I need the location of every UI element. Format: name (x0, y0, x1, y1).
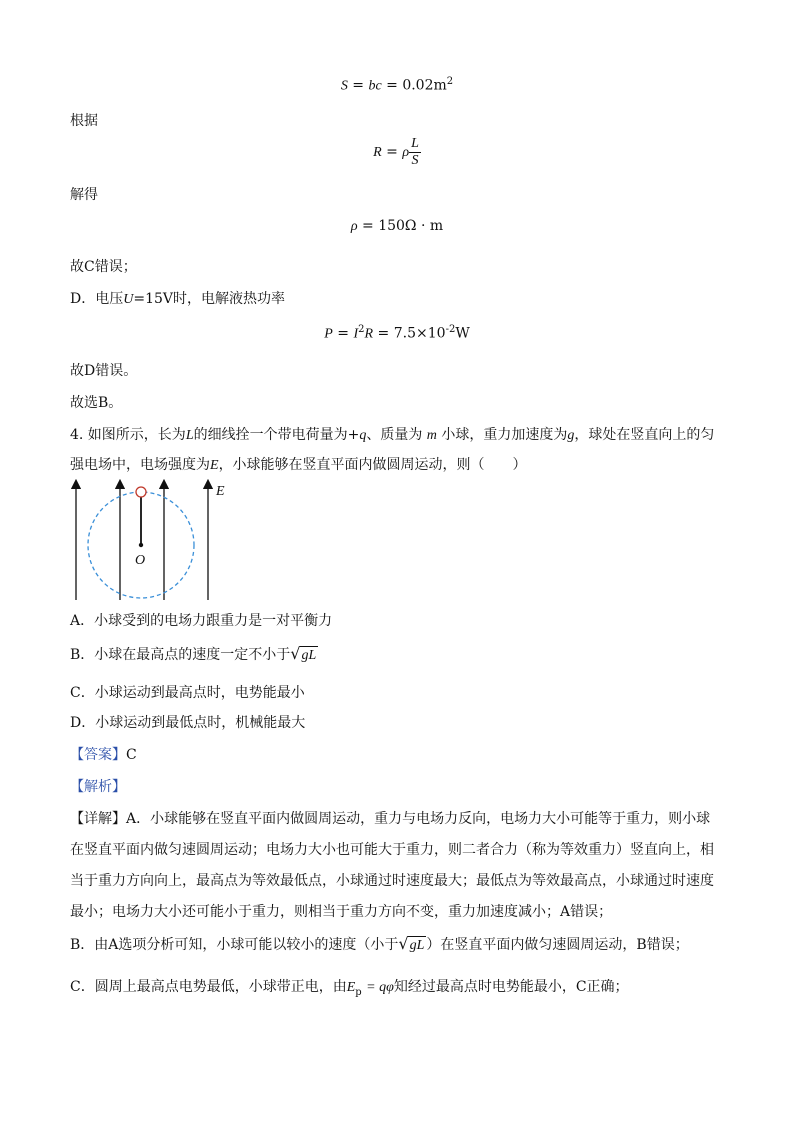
detail-c-prefix: C．圆周上最高点电势最低，小球带正电，由 (70, 979, 347, 995)
q-var-m: m (426, 428, 437, 443)
detail-c-suffix: 知经过最高点时电势能最小，C正确； (393, 979, 629, 995)
analysis-line (70, 776, 126, 796)
choose-b-line: 故选B。 (70, 395, 123, 411)
eq-power-r: R (364, 326, 374, 342)
detail-line-2: 在竖直平面内做匀速圆周运动；电场力大小也可能大于重力，则二者合力（称为等效重力）竖直向上，相 (70, 842, 714, 858)
eq-rho-rhs: 150Ω · m (378, 218, 444, 234)
eq-area-lhs: S (340, 78, 348, 94)
equation-power: $P = I^2R = 7.5\times 10^{-2}W$ (324, 324, 470, 342)
detail-line-b (70, 934, 689, 954)
eq-area-mid: bc (368, 78, 382, 94)
eq-resist-num: L (411, 136, 419, 151)
detail-l1: A．小球能够在竖直平面内做圆周运动，重力与电场力反向，电场力大小可能等于重力，则小球 (126, 811, 711, 827)
d-voltage-line (70, 288, 285, 308)
charged-ball (136, 487, 146, 497)
question-line-1 (70, 424, 714, 444)
d-line-var: U (123, 292, 134, 307)
q-text-1b: 的细线拴一个带电荷量为+ (193, 427, 360, 443)
eq-power-unit: W (455, 325, 470, 342)
q-text-1a: 4. 如图所示，长为 (70, 427, 186, 443)
detail-b-prefix: B．由A选项分析可知，小球可能以较小的速度（小于 (70, 937, 399, 953)
detail-line-1 (70, 808, 710, 828)
sqrt-sign-icon: √ (398, 934, 409, 953)
q-text-2b: ，小球能够在竖直平面内做圆周运动，则（ ） (218, 457, 527, 473)
equation-area: S = bc = $0.02m^2$ (340, 76, 454, 94)
d-line-prefix: D．电压 (70, 291, 124, 307)
q-text-1d: 小球，重力加速度为 (441, 427, 568, 443)
field-figure-svg (68, 478, 238, 602)
eq-resist-lhs: R (373, 145, 382, 161)
q-var-q: q (359, 428, 367, 443)
eq-power-exp: -2 (445, 324, 456, 335)
detail-line-4: 最小；电场力大小还可能小于重力，则相当于重力方向不变，重力加速度减小；A错误； (70, 904, 613, 920)
label-genju: 根据 (70, 113, 98, 129)
option-a: A．小球受到的电场力跟重力是一对平衡力 (70, 613, 333, 629)
c-wrong-line: 故C错误； (70, 259, 137, 275)
option-b-sqrt: gL (301, 648, 317, 663)
answer-value: C (126, 747, 137, 763)
eq-power-rhs: 7.5×10 (393, 325, 446, 342)
option-b-text: B．小球在最高点的速度一定不小于 (70, 647, 291, 663)
analysis-tag: 【解析】 (70, 779, 126, 795)
detail-c-eq: = qφ (366, 980, 394, 995)
eq-area-rhs: 0.02m (402, 77, 447, 94)
equation-rho: ρ = 150Ω · m (350, 218, 444, 234)
eq-resist-rho: ρ (402, 145, 410, 161)
q-text-2a: 强电场中，电场强度为 (70, 457, 210, 473)
option-b (70, 644, 318, 664)
detail-line-c (70, 976, 629, 998)
option-c: C．小球运动到最高点时，电势能最小 (70, 685, 305, 701)
detail-tag: 【详解】 (70, 811, 126, 827)
question-line-2 (70, 454, 527, 474)
eq-power-iexp: 2 (358, 324, 365, 335)
detail-b-suffix: ）在竖直平面内做匀速圆周运动，B错误； (426, 937, 689, 953)
option-d: D．小球运动到最低点时，机械能最大 (70, 715, 306, 731)
center-label-O: O (135, 553, 146, 568)
answer-line (70, 744, 137, 764)
field-figure (68, 478, 238, 602)
q-text-1c: 、质量为 (366, 427, 423, 443)
eq-resist-den: S (411, 152, 419, 168)
d-line-value: =15V时，电解液热功率 (133, 291, 286, 307)
eq-power-i: I (353, 326, 359, 342)
detail-b-sqrt: gL (409, 938, 425, 953)
label-jiede: 解得 (70, 187, 98, 203)
sqrt-sign-icon: √ (290, 644, 301, 663)
eq-area-exp: 2 (446, 76, 454, 87)
d-wrong-line: 故D错误。 (70, 363, 138, 379)
eq-rho-lhs: ρ (350, 219, 358, 234)
pivot-point (139, 543, 143, 547)
eq-resist-fraction (409, 136, 421, 168)
answer-tag: 【答案】 (70, 747, 126, 763)
q-var-E: E (210, 458, 219, 473)
eq-power-lhs: P (324, 326, 333, 342)
q-text-1e: ，球处在竖直向上的匀 (574, 427, 715, 443)
detail-c-ep: E (346, 980, 356, 995)
q-var-g: g (567, 428, 575, 443)
detail-c-ep-sub: p (355, 986, 362, 998)
detail-line-3: 当于重力方向向上，最高点为等效最低点，小球通过时速度最大；最低点为等效最高点，小球通过时速度 (70, 873, 714, 889)
q-var-L: L (185, 428, 194, 443)
field-label-E: E (216, 484, 225, 499)
equation-resistance: R = ρ $\frac{L}{S}$ (373, 136, 419, 168)
